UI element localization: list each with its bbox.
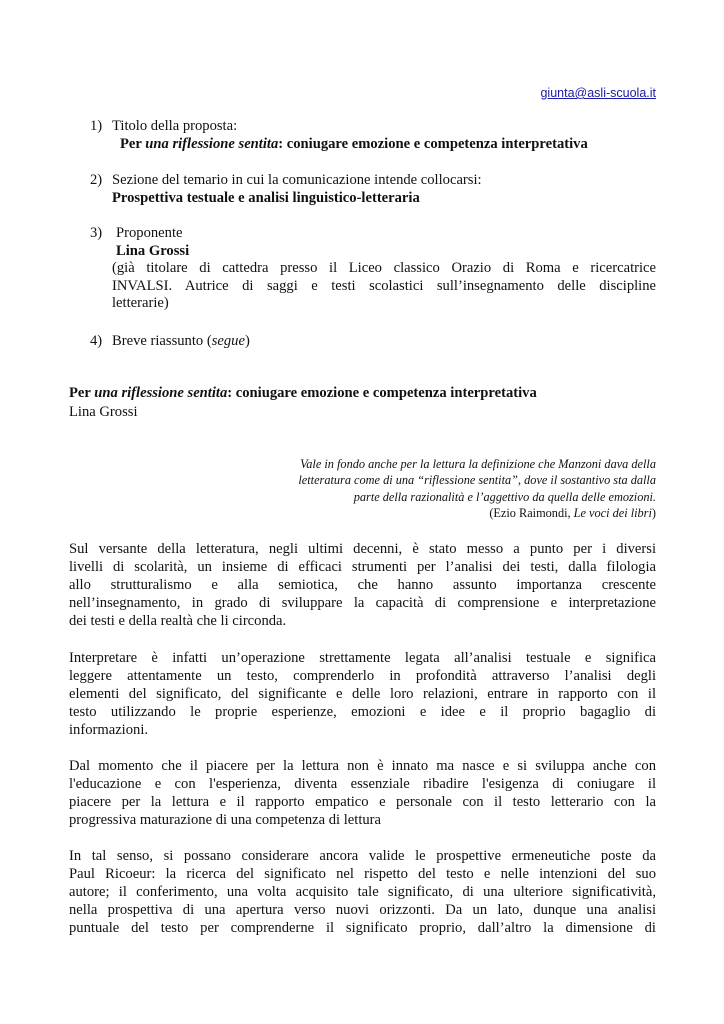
item-label: Proponente	[116, 225, 183, 241]
item-2	[90, 172, 656, 207]
article-author: Lina Grossi	[69, 404, 138, 420]
item-value: Prospettiva testuale e analisi linguistico-letteraria	[112, 189, 420, 206]
item-3	[90, 225, 656, 313]
item-label: Sezione del temario in cui la comunicazione intende collocarsi:	[112, 172, 482, 188]
epigraph: Vale in fondo anche per la lettura la definizione che Manzoni dava della letteratura come di una “riflessione sentita”, dove il sostantivo sta dalla parte della razionalità e l’aggettivo da quella delle emozioni.	[298, 457, 656, 504]
item-label: Titolo della proposta:	[112, 118, 238, 134]
contact-email-link[interactable]: giunta@asli-scuola.it	[540, 86, 656, 100]
paragraph-1: Sul versante della letteratura, negli ultimi decenni, è stato messo a punto per i diversi livelli di scolarità, un insieme di efficaci strumenti per l’analisi dei testi, dalla filologia allo strutturalismo e alla semiotica, che hanno assunto importanza crescente nell’insegnamento, in grado di sviluppare la capacità di comprensione e interpretazione dei testi e della realtà che li circonda.	[69, 541, 656, 629]
item-number: 4)	[90, 333, 103, 349]
item-number: 3)	[90, 225, 103, 241]
item-4: 4) Breve riassunto (segue)	[90, 333, 250, 349]
item-value: Lina Grossi	[116, 242, 190, 259]
item-number: 2)	[90, 172, 103, 188]
item-value: Per una riflessione sentita: coniugare emozione e competenza interpretativa	[120, 135, 588, 152]
item-note: (già titolare di cattedra presso il Liceo classico Orazio di Roma e ricercatrice INVALSI. Autrice di saggi e testi scolastici sull’insegnamento delle discipline letterarie)	[112, 260, 656, 311]
paragraph-4: In tal senso, si possano considerare ancora valide le prospettive ermeneutiche poste da Paul Ricoeur: la ricerca del significato nel rispetto del testo e nelle intenzioni del suo autore; il conferimento, una volta acquisito tale significato, di una ulteriore significatività, nella prospettiva di una apertura verso nuovi orizzonti. Da un lato, dunque una analisi puntuale del testo per comprenderne il significato proprio, dall’altro la dimensione di	[69, 848, 656, 936]
item-number: 1)	[90, 118, 103, 134]
paragraph-2: Interpretare è infatti un’operazione strettamente legata all’analisi testuale e significa leggere attentamente un testo, comprenderlo in profondità attraverso l’analisi degli elementi del significato, del significante e delle loro relazioni, entrare in rapporto con il testo utilizzando le proprie esperienze, emozioni e idee e il proprio bagaglio di informazioni.	[69, 650, 656, 738]
item-1	[90, 118, 656, 153]
article-title: Per una riflessione sentita: coniugare emozione e competenza interpretativa	[69, 385, 537, 401]
paragraph-3: Dal momento che il piacere per la lettura non è innato ma nasce e si sviluppa anche con l'educazione e con l'esperienza, diventa essenziale ribadire l'esigenza di coniugare il piacere per la lettura e il rapporto empatico e personale con il testo letterario con la progressiva maturazione di una competenza di lettura	[69, 758, 656, 828]
epigraph-source: (Ezio Raimondi, Le voci dei libri)	[489, 506, 656, 520]
